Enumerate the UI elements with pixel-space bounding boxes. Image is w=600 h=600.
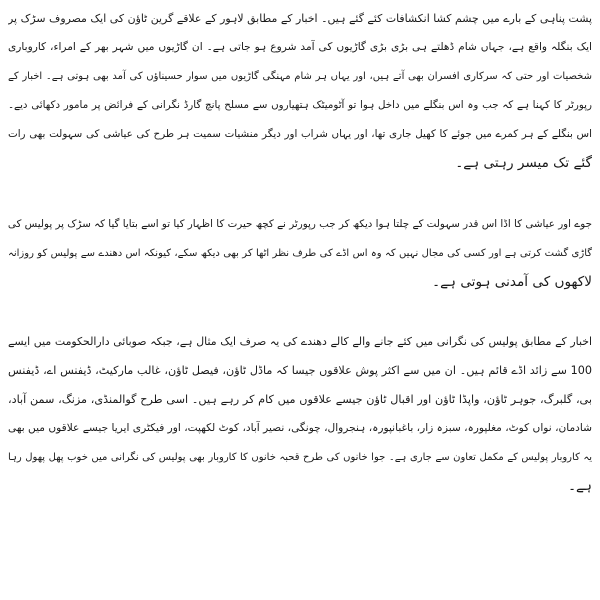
- paragraph-line: گئے تک میسر رہتی ہے۔: [455, 155, 592, 171]
- paragraph-police-patrol: [8, 210, 592, 297]
- paragraph-line: پشت پناہی کے بارے میں چشم کشا انکشافات کئے گئے ہیں۔ اخبار کے مطابق لاہور کے علاقے گرین ٹاؤن کی ایک مصروف سڑک پر: [8, 12, 592, 25]
- paragraph-line: یہ کاروبار پولیس کے مکمل تعاون سے جاری ہے۔ جوا خانوں کی طرح قحبہ خانوں کا کاروبار بھی پولیس کی نگرانی میں خوب پھل پھول رہا: [8, 452, 592, 463]
- paragraph-line: اخبار کے مطابق پولیس کی نگرانی میں کئے جانے والے کالے دھندے کی یہ صرف ایک مثال ہے، جبکہ صوبائی دارالحکومت میں ایسے: [8, 335, 592, 348]
- paragraph-line: رپورٹر کا کہنا ہے کہ جب وہ اس بنگلے میں داخل ہوا تو آٹومیٹک ہتھیاروں سے مسلح پانچ گارڈ نگرانی کے فرائض پر مامور دکھائی دیے۔: [8, 99, 592, 111]
- paragraph-line: اس بنگلے کے ہر کمرے میں جوئے کا کھیل جاری تھا، اور یہاں شراب اور دیگر منشیات سمیت ہر طرح کی عیاشی کی سہولت بھی رات: [8, 128, 592, 140]
- paragraph-line: جوے اور عیاشی کا اڈا اس قدر سہولت کے چلتا ہوا دیکھ کر جب رپورٹر نے کچھ حیرت کا اظہار کیا تو اسے بتایا گیا کہ سڑک پر پولیس کی: [8, 218, 592, 230]
- paragraph-line: بی، گلبرگ، جوہر ٹاؤن، واپڈا ٹاؤن اور اقبال ٹاؤن جیسے علاقوں میں کام کر رہے ہیں۔ اسی طرح گوالمنڈی، مزنگ، سمن آباد،: [8, 393, 592, 406]
- paragraph-line: گاڑی گشت کرتی ہے اور کسی کی مجال نہیں کہ وہ اس اڈے کی طرف نظر اٹھا کر بھی دیکھ سکے، کیونکہ اس دھندے سے پولیس کو روزانہ: [8, 248, 592, 259]
- paragraph-locations: [8, 327, 592, 501]
- paragraph-line: 100 سے زائد اڈے قائم ہیں۔ ان میں سے اکثر پوش علاقوں جیسا کہ ماڈل ٹاؤن، فیصل ٹاؤن، غالب مارکیٹ، ڈیفنس اے، ڈیفنس: [8, 364, 592, 377]
- paragraph-line: لاکھوں کی آمدنی ہوتی ہے۔: [432, 274, 592, 290]
- paragraph-line: ایک بنگلہ واقع ہے، جہاں شام ڈھلتے ہی بڑی بڑی گاڑیوں کی آمد شروع ہو جاتی ہے۔ ان گاڑیوں میں شہر بھر کے امراء، کاروباری: [8, 41, 592, 53]
- paragraph-line: ہے۔: [568, 478, 592, 494]
- paragraph-line: شادمان، نواں کوٹ، مغلپورہ، سبزہ زار، باغبانپورہ، ہنجروال، چونگی، نصیر آباد، کوٹ لکھپت، اور فیکٹری ایریا جیسے علاقوں میں بھی: [8, 422, 592, 434]
- paragraph-gambling-den: [8, 4, 592, 178]
- paragraph-line: شخصیات اور حتی کہ سرکاری افسران بھی آتے ہیں، اور یہاں ہر شام مہنگی گاڑیوں میں سوار حسیناؤں کی آمد بھی ہوتی ہے۔ اخبار کے: [8, 71, 592, 82]
